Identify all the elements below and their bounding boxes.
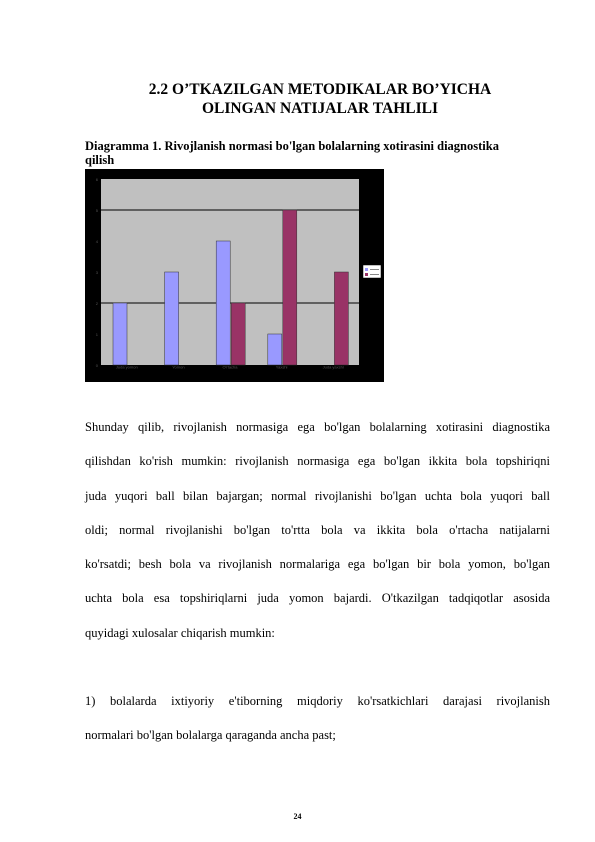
paragraph-conclusion-1 (85, 684, 550, 753)
bar-s2-2 (231, 303, 245, 365)
page-number: 24 (293, 812, 302, 821)
paragraph-results-line: juda yuqori ball bilan bajargan; normal rivojlanishi bo'lgan uchta bola yuqori ball (85, 488, 550, 503)
section-title (90, 80, 550, 118)
paragraph-results-line: qilishdan ko'rish mumkin: rivojlanish normasiga ega bo'lgan ikkita bola topshiriqni (85, 454, 550, 469)
paragraph-results-line: ko'rsatdi; besh bola va rivojlanish normalariga ega bo'lgan bir bola yomon, bo'lgan (85, 557, 550, 572)
x-tick-label: Yaxshi (275, 364, 288, 370)
bar-s1-2 (216, 241, 230, 365)
section-title-line-2: OLINGAN NATIJALAR TAHLILI (202, 100, 438, 117)
paragraph-results-line: oldi; normal rivojlanishi bo'lgan to'rtta bola va ikkita bola o'rtacha natijalarni (85, 522, 550, 537)
diagram-caption (85, 139, 550, 167)
bar-s2-3 (283, 210, 297, 365)
x-tick-label: O'rtacha (222, 364, 238, 370)
y-tick-label: 2 (95, 301, 98, 306)
memory-diagnostics-bar-chart (85, 169, 384, 382)
diagram-caption-line-2: qilish (85, 153, 115, 167)
y-tick-label: 5 (95, 208, 98, 213)
x-tick-label: Yomon (172, 364, 185, 370)
y-tick-label: 1 (95, 332, 98, 337)
legend-box (363, 265, 381, 278)
bar-s1-1 (165, 272, 179, 365)
paragraph-results-line: uchta bola esa topshiriqlarni juda yomon bajardi. O'tkazilgan tadqiqotlar asosida (85, 591, 550, 606)
y-tick-label: 6 (95, 177, 98, 182)
x-tick-label: Juda yaxshi (322, 364, 344, 370)
x-tick-label: Juda yomon (115, 364, 138, 370)
legend-swatch-2 (365, 273, 368, 276)
paragraph-results-line: quyidagi xulosalar chiqarish mumkin: (85, 625, 275, 640)
bar-s2-4 (334, 272, 348, 365)
y-tick-label: 4 (95, 239, 98, 244)
paragraph-results (85, 410, 550, 650)
bar-s1-3 (268, 334, 282, 365)
legend-swatch-1 (365, 268, 368, 271)
y-tick-label: 0 (95, 363, 98, 368)
paragraph-conclusion-line: 1) bolalarda ixtiyoriy e'tiborning miqdoriy ko'rsatkichlari darajasi rivojlanish (85, 694, 550, 708)
bar-s1-0 (113, 303, 127, 365)
paragraph-results-line: Shunday qilib, rivojlanish normasiga ega bo'lgan bolalarning xotirasini diagnostika (85, 420, 550, 434)
paragraph-conclusion-line: normalari bo'lgan bolalarga qaraganda ancha past; (85, 728, 336, 743)
diagram-caption-line-1: Diagramma 1. Rivojlanish normasi bo'lgan bolalarning xotirasini diagnostika (85, 139, 499, 153)
y-tick-label: 3 (95, 270, 98, 275)
section-title-line-1: 2.2 O’TKAZILGAN METODIKALAR BO’YICHA (148, 81, 492, 98)
